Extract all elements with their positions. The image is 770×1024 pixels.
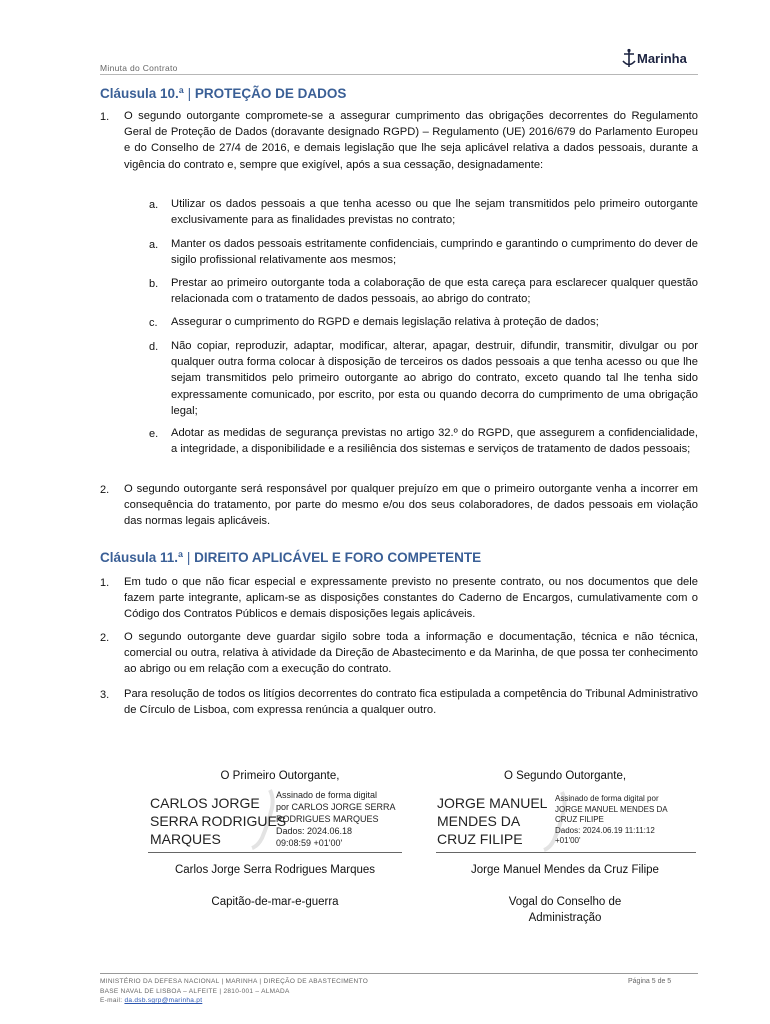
clause-11-item-text: Em tudo o que não ficar especial e expressamente previsto no presente contrato, ou nos documentos que dele fazem parte integrante, aplicam-se as disposições constantes do Caderno de Encargos, cumulativamente com o Código dos Contratos Públicos e demais disposições legais aplicáveis. <box>124 576 698 621</box>
digital-signature-stamp-second <box>436 790 698 852</box>
marinha-logo <box>622 48 687 68</box>
clause-10-heading: PROTEÇÃO DE DADOS <box>194 86 347 101</box>
signature-details: Assinado de forma digital por JORGE MANUEL MENDES DA CRUZ FILIPE Dados: 2024.06.19 11:11:12 +01'00' <box>555 794 668 845</box>
second-grantor-heading: O Segundo Outorgante, <box>503 770 627 782</box>
clause-10-item-2-num: 2. <box>100 484 110 496</box>
clause-11-heading: DIREITO APLICÁVEL E FORO COMPETENTE <box>194 550 482 565</box>
first-grantor-role: Capitão-de-mar-e-guerra <box>211 896 339 908</box>
subitem-text: Assegurar o cumprimento do RGPD e demais legislação relativa à proteção de dados; <box>171 316 599 328</box>
footer-email-label: E-mail: <box>100 997 123 1004</box>
first-grantor-heading: O Primeiro Outorgante, <box>220 770 340 782</box>
signature-details: Assinado de forma digital por CARLOS JORGE SERRA RODRIGUES MARQUES Dados: 2024.06.18 09:08:59 +01'00' <box>276 790 396 848</box>
logo-text: Marinha <box>637 50 687 66</box>
footer-divider <box>100 973 698 974</box>
clause-10-separator: | <box>187 86 192 101</box>
subitem-text: Manter os dados pessoais estritamente confidenciais, cumprindo e garantindo o cumprimento do dever de sigilo profissional relativamente aos mesmos; <box>171 238 698 267</box>
anchor-emblem-icon <box>622 48 636 68</box>
subitem-letter: a. <box>149 239 159 251</box>
first-grantor-name: Carlos Jorge Serra Rodrigues Marques <box>174 864 376 876</box>
clause-11-item-text: Para resolução de todos os litígios decorrentes do contrato fica estipulada a competência do Tribunal Administrativo de Círculo de Lisboa, com expressa renúncia a qualquer outro. <box>124 688 698 717</box>
subitem-text: Adotar as medidas de segurança previstas no artigo 32.º do RGPD, que assegurem a confidencialidade, a integridade, a disponibilidade e a resiliência dos sistemas e serviços de tratamento de dados pessoais; <box>171 427 698 456</box>
signature-line-second <box>436 852 696 853</box>
clause-11-item-num: 2. <box>100 632 110 644</box>
subitem-letter: d. <box>149 341 159 353</box>
signer-name-stamp: CARLOS JORGE SERRA RODRIGUES MARQUES <box>150 795 287 847</box>
footer-email-link[interactable]: da.dsb.sgrp@marinha.pt <box>124 997 203 1004</box>
second-grantor-role: Vogal do Conselho de Administração <box>508 896 622 924</box>
clause-10-item-1-text: O segundo outorgante compromete-se a assegurar cumprimento das obrigações decorrentes do Regulamento Geral de Proteção de Dados (doravante designado RGPD) – Regulamento (UE) 2016/679 do Parlamento Europeu e do Conselho de 27/4 de 2016, e demais legislação que lhe seja aplicável relativa a dados pessoais, durante a vigência do contrato e, sempre que exigível, após a sua cessação, designadamente: <box>124 110 698 171</box>
subitem-text: Utilizar os dados pessoais a que tenha acesso ou que lhe sejam transmitidos pelo primeiro outorgante exclusivamente para as finalidades previstas no contrato; <box>171 198 698 227</box>
subitem-letter: a. <box>149 199 159 211</box>
footer-institution: MINISTÉRIO DA DEFESA NACIONAL | MARINHA | DIREÇÃO DE ABASTECIMENTO <box>100 978 369 985</box>
clause-11-number: Cláusula 11.ª <box>100 550 184 565</box>
clause-11-item-text: O segundo outorgante deve guardar sigilo sobre toda a informação e documentação, técnica e não técnica, comercial ou outra, relativa à atividade da Direção de Abastecimento e da Marinha, de que possa ter conhecimento ao abrigo ou em relação com a execução do contrato. <box>124 631 698 676</box>
clause-10-title <box>100 86 346 101</box>
clause-10-item-1-num: 1. <box>100 111 110 123</box>
clause-11-separator: | <box>186 550 191 565</box>
clause-11-item-num: 3. <box>100 689 110 701</box>
second-grantor-name: Jorge Manuel Mendes da Cruz Filipe <box>471 864 659 876</box>
digital-signature-stamp-first <box>148 788 408 850</box>
page-number: Página 5 de 5 <box>628 978 672 985</box>
footer-address: BASE NAVAL DE LISBOA – ALFEITE | 2810-001 – ALMADA <box>100 988 290 995</box>
footer-email-line <box>100 997 202 1004</box>
document-label: Minuta do Contrato <box>100 63 178 73</box>
subitem-letter: e. <box>149 428 159 440</box>
signer-name-stamp: JORGE MANUEL MENDES DA CRUZ FILIPE <box>437 795 548 847</box>
signature-line-first <box>148 852 402 853</box>
subitem-letter: b. <box>149 278 159 290</box>
clause-10-number: Cláusula 10.ª <box>100 86 184 101</box>
clause-11-item-num: 1. <box>100 577 110 589</box>
header-divider <box>100 74 698 75</box>
subitem-text: Não copiar, reproduzir, adaptar, modificar, alterar, apagar, destruir, difundir, transmitir, divulgar ou por qualquer outra forma colocar à disposição de terceiros os dados pessoais a que tenha acesso ou que lhe sejam transmitidos pelo primeiro outorgante ao abrigo do contrato, exceto quando tal lhe tenha sido expressamente comunicado, por escrito, por esta ou quando decorra do cumprimento de uma obrigação legal; <box>171 340 698 417</box>
clause-11-title <box>100 550 481 565</box>
subitem-letter: c. <box>149 317 158 329</box>
subitem-text: Prestar ao primeiro outorgante toda a colaboração de que esta careça para esclarecer qualquer questão relacionada com o tratamento de dados pessoais, ao abrigo do contrato; <box>171 277 698 306</box>
clause-10-item-2-text: O segundo outorgante será responsável por qualquer prejuízo em que o primeiro outorgante venha a incorrer em consequência do tratamento, por parte do mesmo e/ou dos seus colaboradores, de dados pessoais em violação das normas legais aplicáveis. <box>124 483 698 528</box>
